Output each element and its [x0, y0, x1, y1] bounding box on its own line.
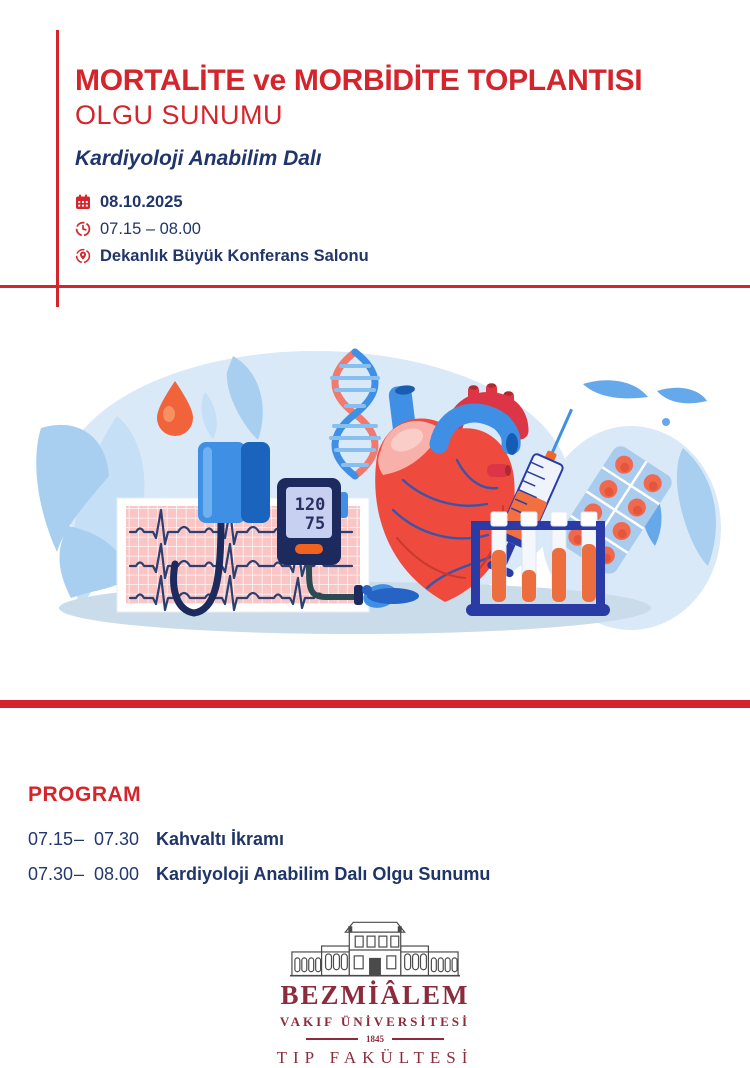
accent-vertical-line — [56, 30, 59, 307]
university-subtitle: VAKIF ÜNİVERSİTESİ — [279, 1014, 471, 1029]
calendar-icon — [75, 194, 91, 210]
program-time-range: 07.30 – 08.00 — [28, 864, 140, 884]
university-wordmark — [277, 978, 474, 1068]
program-section — [28, 783, 718, 885]
university-logo — [0, 918, 750, 1068]
medical-illustration — [25, 338, 725, 650]
divider-bottom — [0, 700, 750, 708]
program-item-label: Kahvaltı İkramı — [156, 829, 285, 849]
year-divider — [277, 1034, 474, 1044]
faculty-name: TIP FAKÜLTESİ — [276, 1048, 474, 1067]
clock-icon — [75, 221, 91, 237]
monitor-diastolic-reading: 75 — [304, 514, 326, 534]
event-time: 07.15 – 08.00 — [100, 219, 201, 238]
program-time-range: 07.15 – 07.30 — [28, 829, 140, 849]
program-item-label: Kardiyoloji Anabilim Dalı Olgu Sunumu — [156, 864, 491, 884]
event-time-row — [75, 220, 725, 239]
university-building-icon — [286, 918, 464, 978]
monitor-systolic-reading: 120 — [294, 495, 326, 515]
poster-header — [75, 64, 725, 266]
program-row — [28, 829, 718, 850]
location-pin-icon — [75, 248, 91, 264]
program-row — [28, 864, 718, 885]
page-subtitle: OLGU SUNUMU — [75, 100, 284, 130]
event-location-row — [75, 247, 725, 266]
divider-top — [0, 285, 750, 288]
event-location: Dekanlık Büyük Konferans Salonu — [100, 246, 369, 265]
university-name: BEZMİÂLEM — [280, 980, 470, 1010]
event-date: 08.10.2025 — [100, 192, 183, 211]
divider-line — [392, 1038, 444, 1040]
department-name: Kardiyoloji Anabilim Dalı — [75, 146, 322, 170]
page-title: MORTALİTE ve MORBİDİTE TOPLANTISI — [75, 64, 643, 97]
event-date-row — [75, 193, 725, 212]
founding-year: 1845 — [365, 1034, 384, 1044]
event-info — [75, 193, 725, 266]
program-title: PROGRAM — [28, 783, 142, 806]
divider-line — [306, 1038, 358, 1040]
